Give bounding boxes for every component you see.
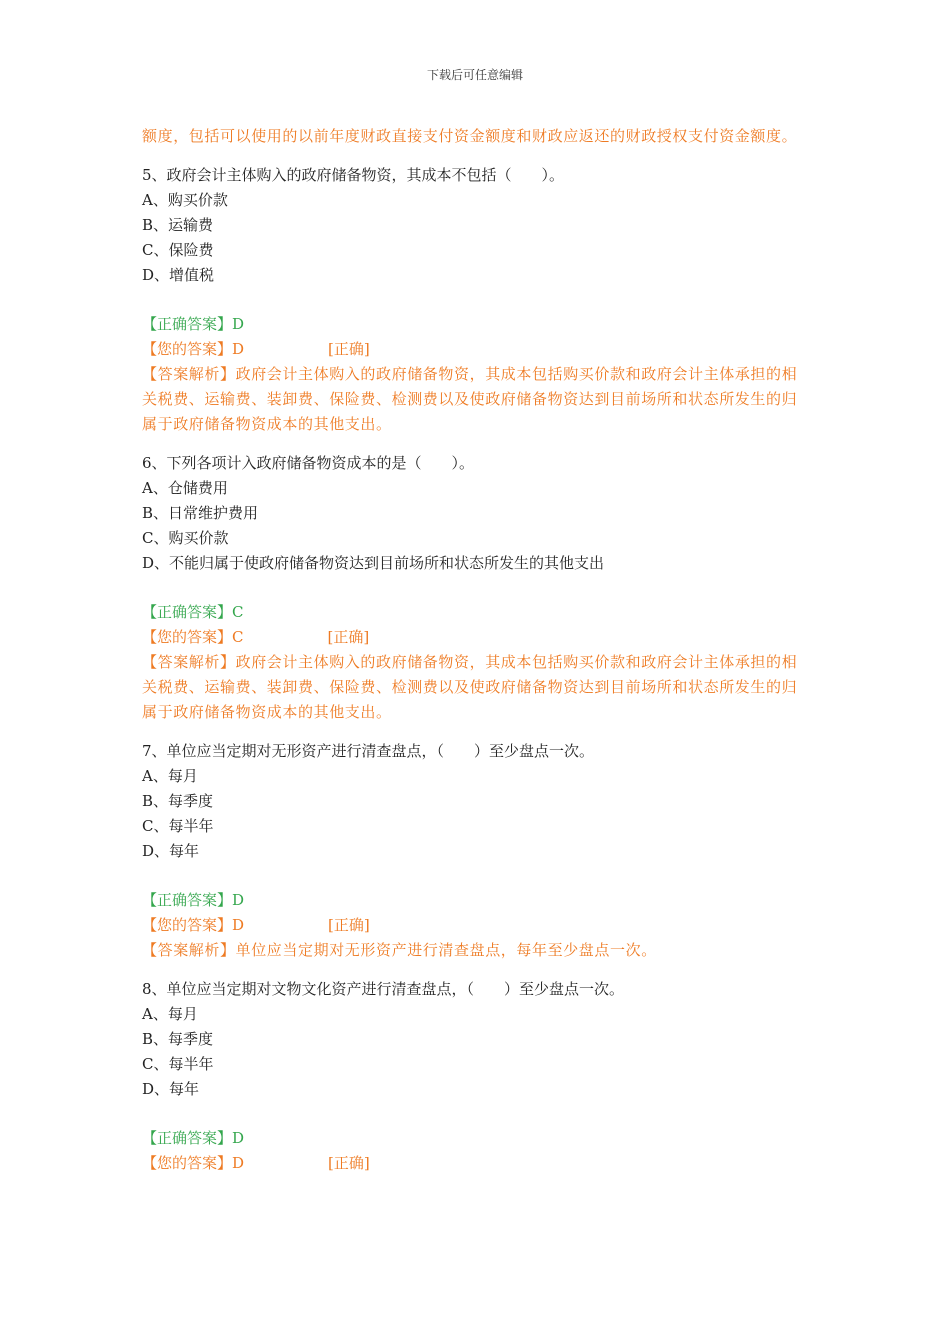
your-answer-value: D (232, 916, 245, 934)
analysis-label: 【答案解析】 (142, 941, 236, 959)
answer-analysis (142, 362, 802, 437)
question-6 (142, 451, 802, 725)
question-7 (142, 739, 802, 963)
option-b: B、运输费 (142, 216, 214, 234)
correct-answer (142, 312, 802, 337)
analysis-text: 政府会计主体购入的政府储备物资，其成本包括购买价款和政府会计主体承担的相关税费、运输费、装卸费、保险费、检测费以及使政府储备物资达到目前场所和状态所发生的归属于政府储备物资成本的其他支出。 (142, 653, 798, 721)
question-stem: 7、单位应当定期对无形资产进行清查盘点，（ ）至少盘点一次。 (142, 742, 595, 760)
correct-answer-label: 【正确答案】 (142, 1129, 233, 1147)
correct-answer (142, 1126, 802, 1151)
option-d: D、不能归属于使政府储备物资达到目前场所和状态所发生的其他支出 (142, 554, 605, 572)
answer-analysis (142, 650, 802, 725)
question-stem: 5、政府会计主体购入的政府储备物资，其成本不包括（ ）。 (142, 166, 565, 184)
status-badge: [正确] (328, 916, 370, 934)
your-answer-value: D (232, 1154, 245, 1172)
answer-analysis (142, 938, 802, 963)
option-c: C、每半年 (142, 817, 214, 835)
question-8 (142, 977, 802, 1176)
analysis-text: 政府会计主体购入的政府储备物资，其成本包括购买价款和政府会计主体承担的相关税费、运输费、装卸费、保险费、检测费以及使政府储备物资达到目前场所和状态所发生的归属于政府储备物资成本的其他支出。 (142, 365, 798, 433)
status-badge: [正确] (328, 1154, 370, 1172)
question-5 (142, 163, 802, 437)
analysis-text: 单位应当定期对无形资产进行清查盘点，每年至少盘点一次。 (235, 941, 657, 959)
option-a: A、每月 (142, 767, 198, 785)
option-b: B、每季度 (142, 792, 214, 810)
correct-answer-label: 【正确答案】 (142, 315, 233, 333)
option-c: C、购买价款 (142, 529, 229, 547)
correct-answer-label: 【正确答案】 (142, 891, 233, 909)
analysis-label: 【答案解析】 (142, 365, 236, 383)
option-a: A、仓储费用 (142, 479, 228, 497)
correct-answer-value: D (232, 1129, 245, 1147)
correct-answer (142, 600, 802, 625)
option-d: D、增值税 (142, 266, 215, 284)
question-stem: 6、下列各项计入政府储备物资成本的是（ ）。 (142, 454, 475, 472)
your-answer-label: 【您的答案】 (142, 628, 233, 646)
option-a: A、每月 (142, 1005, 198, 1023)
option-b: B、每季度 (142, 1030, 214, 1048)
option-a: A、购买价款 (142, 191, 228, 209)
option-d: D、每年 (142, 1080, 200, 1098)
your-answer-label: 【您的答案】 (142, 916, 233, 934)
your-answer-value: D (232, 340, 245, 358)
your-answer-label: 【您的答案】 (142, 340, 233, 358)
your-answer (142, 1151, 802, 1176)
your-answer-value: C (232, 628, 244, 646)
document-body (142, 124, 802, 1176)
option-c: C、每半年 (142, 1055, 214, 1073)
your-answer (142, 337, 802, 362)
option-d: D、每年 (142, 842, 200, 860)
your-answer-label: 【您的答案】 (142, 1154, 233, 1172)
option-c: C、保险费 (142, 241, 214, 259)
correct-answer-label: 【正确答案】 (142, 603, 233, 621)
your-answer (142, 625, 802, 650)
analysis-label: 【答案解析】 (142, 653, 236, 671)
option-b: B、日常维护费用 (142, 504, 259, 522)
correct-answer-value: D (232, 315, 245, 333)
correct-answer-value: C (232, 603, 244, 621)
correct-answer-value: D (232, 891, 245, 909)
page-header: 下载后可任意编辑 (426, 68, 523, 82)
status-badge: [正确] (328, 340, 370, 358)
intro-paragraph: 额度，包括可以使用的以前年度财政直接支付资金额度和财政应返还的财政授权支付资金额度。 (142, 127, 798, 145)
correct-answer (142, 888, 802, 913)
question-stem: 8、单位应当定期对文物文化资产进行清查盘点，（ ）至少盘点一次。 (142, 980, 625, 998)
status-badge: [正确] (327, 628, 370, 646)
your-answer (142, 913, 802, 938)
